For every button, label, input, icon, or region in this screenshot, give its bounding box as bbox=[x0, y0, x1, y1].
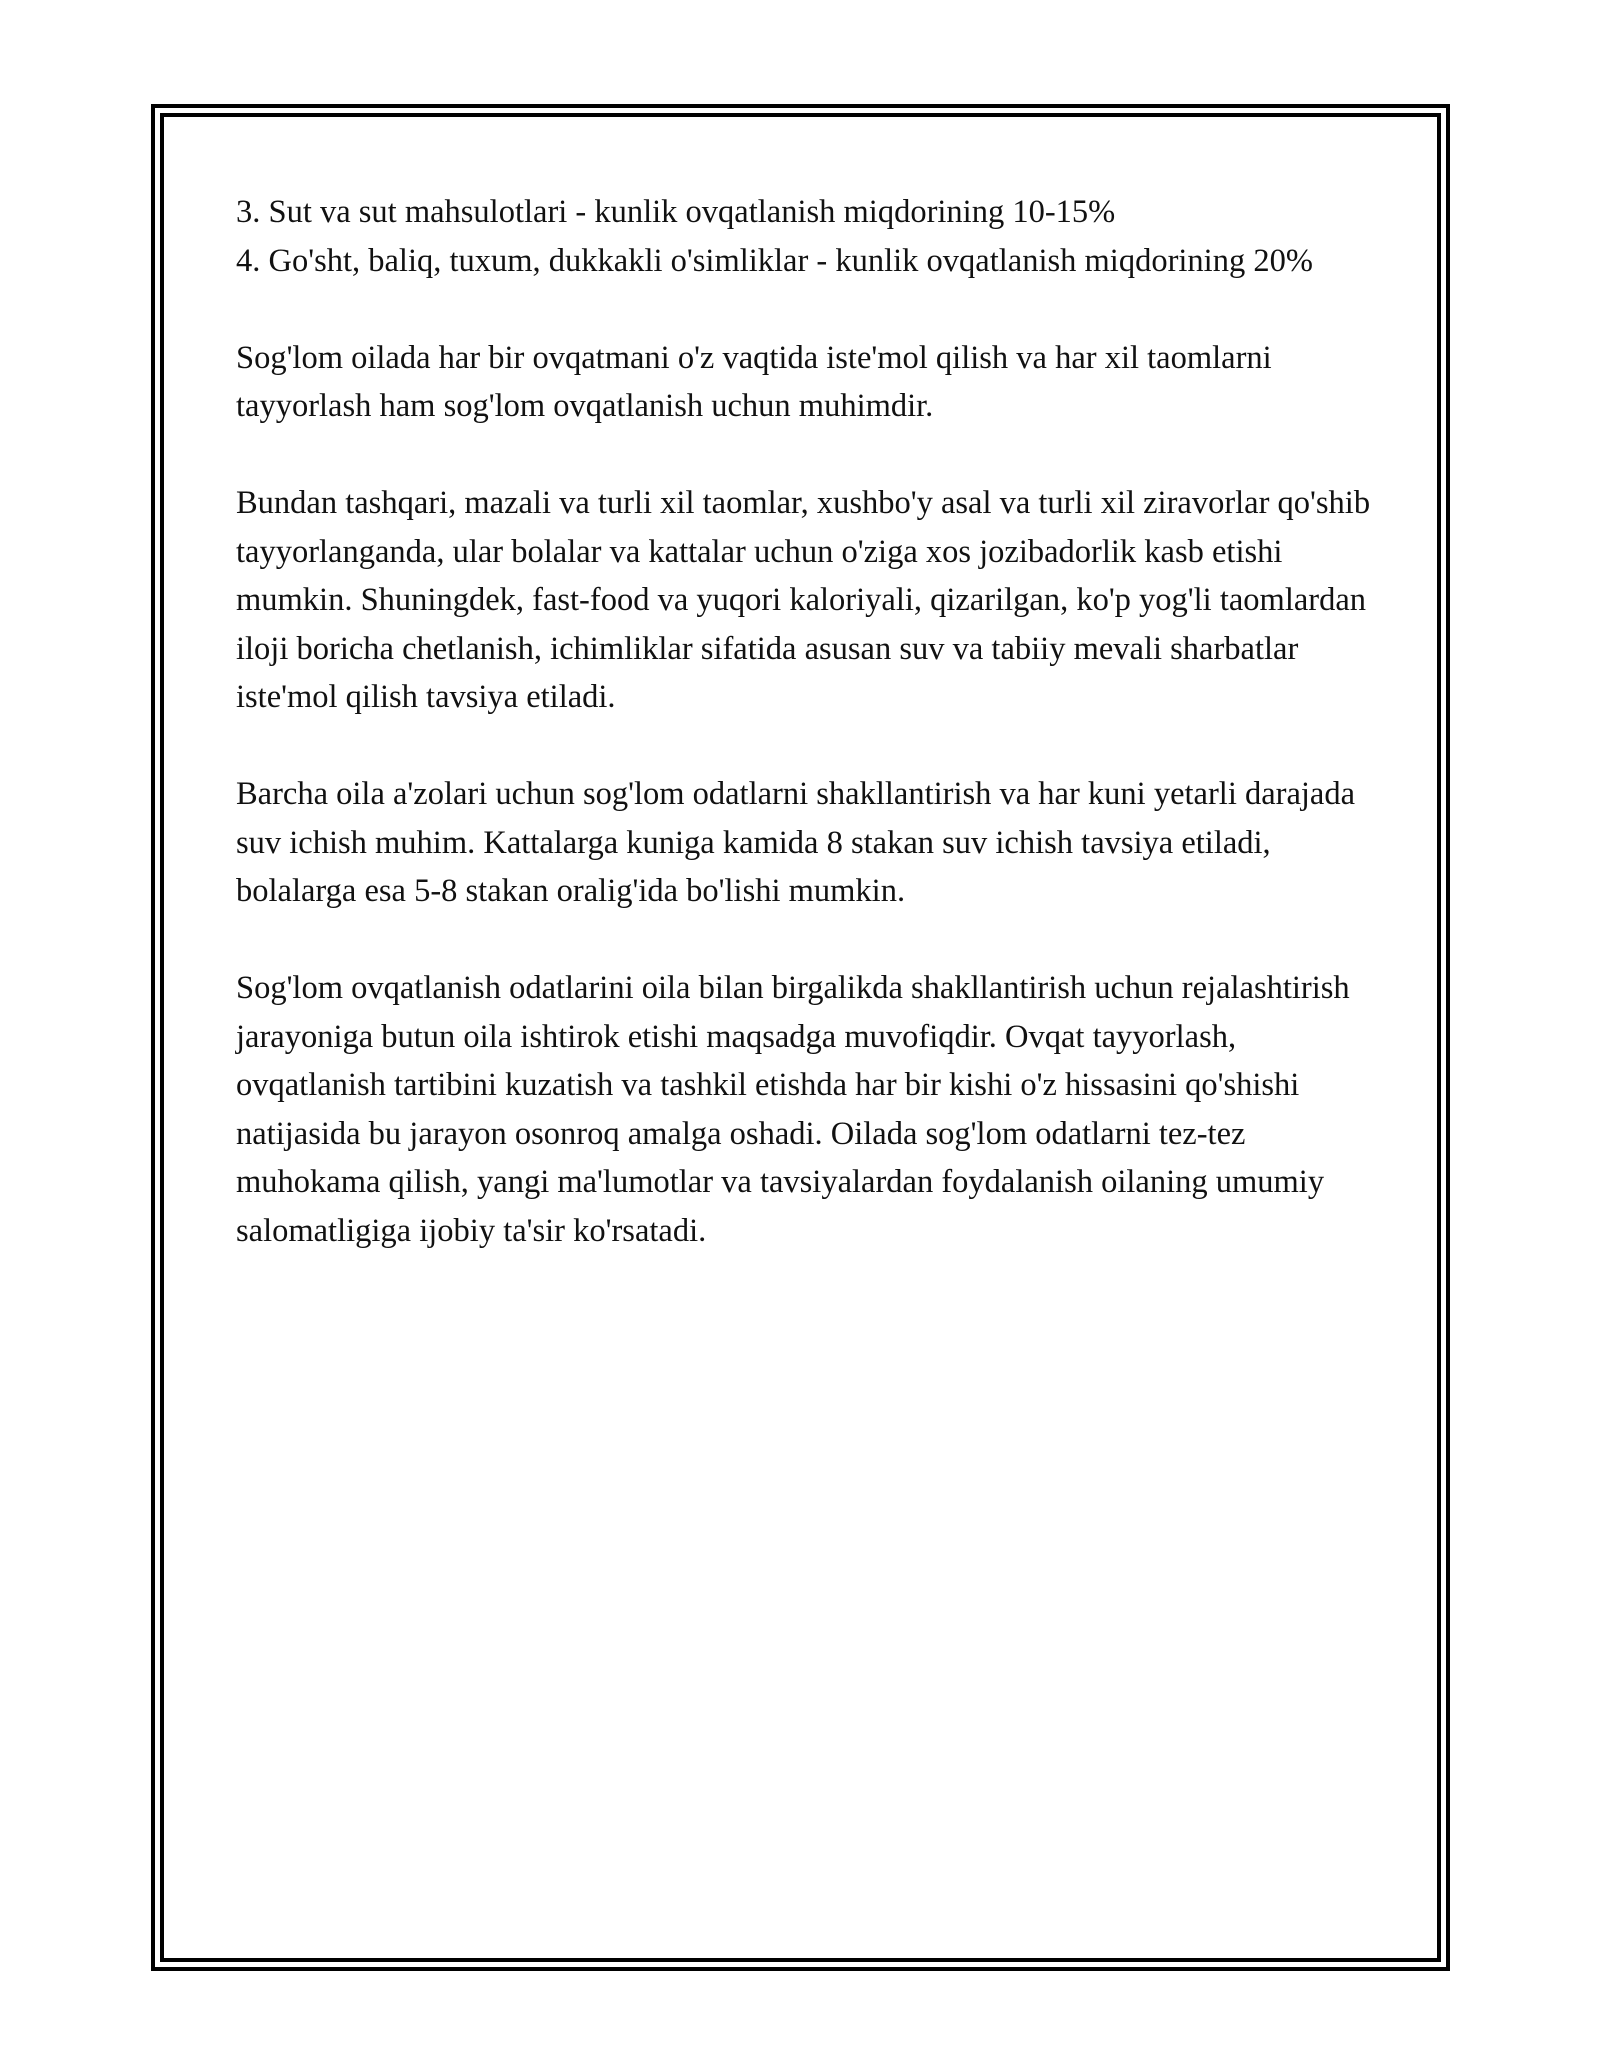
paragraph: Sog'lom ovqatlanish odatlarini oila bilan birgalikda shakllantirish uchun rejalashtirish jarayoniga butun oila ishtirok etishi maqsadga muvofiqdir. Ovqat tayyorlash, ovqatlanish tartibini kuzatish va tashkil etishda har bir kishi o'z hissasini qo'shishi natijasida bu jarayon osonroq amalga oshadi. Oilada sog'lom odatlarni tez-tez muhokama qilish, yangi ma'lumotlar va tavsiyalardan foydalanish oilaning umumiy salomatligiga ijobiy ta'sir ko'rsatadi. bbox=[236, 970, 1350, 1249]
document-body bbox=[236, 188, 1376, 1304]
list-item: 4. Go'sht, baliq, tuxum, dukkakli o'simliklar - kunlik ovqatlanish miqdorining 20% bbox=[236, 242, 1313, 279]
paragraph: Barcha oila a'zolari uchun sog'lom odatlarni shakllantirish va har kuni yetarli darajada suv ichish muhim. Kattalarga kuniga kamida 8 stakan suv ichish tavsiya etiladi, bolalarga esa 5-8 stakan oralig'ida bo'lishi mumkin. bbox=[236, 776, 1356, 909]
list-item: 3. Sut va sut mahsulotlari - kunlik ovqatlanish miqdorining 10-15% bbox=[236, 194, 1116, 230]
paragraph: Bundan tashqari, mazali va turli xil taomlar, xushbo'y asal va turli xil ziravorlar qo'shib tayyorlanganda, ular bolalar va kattalar uchun o'ziga xos jozibadorlik kasb etishi mumkin. Shuningdek, fast-food va yuqori kaloriyali, qizarilgan, ko'p yog'li taomlardan iloji boricha chetlanish, ichimliklar sifatida asusan suv va tabiiy mevali sharbatlar iste'mol qilish tavsiya etiladi. bbox=[236, 485, 1371, 715]
paragraph: Sog'lom oilada har bir ovqatmani o'z vaqtida iste'mol qilish va har xil taomlarni tayyorlash ham sog'lom ovqatlanish uchun muhimdir. bbox=[236, 339, 1272, 424]
nutrition-list bbox=[236, 188, 1376, 285]
